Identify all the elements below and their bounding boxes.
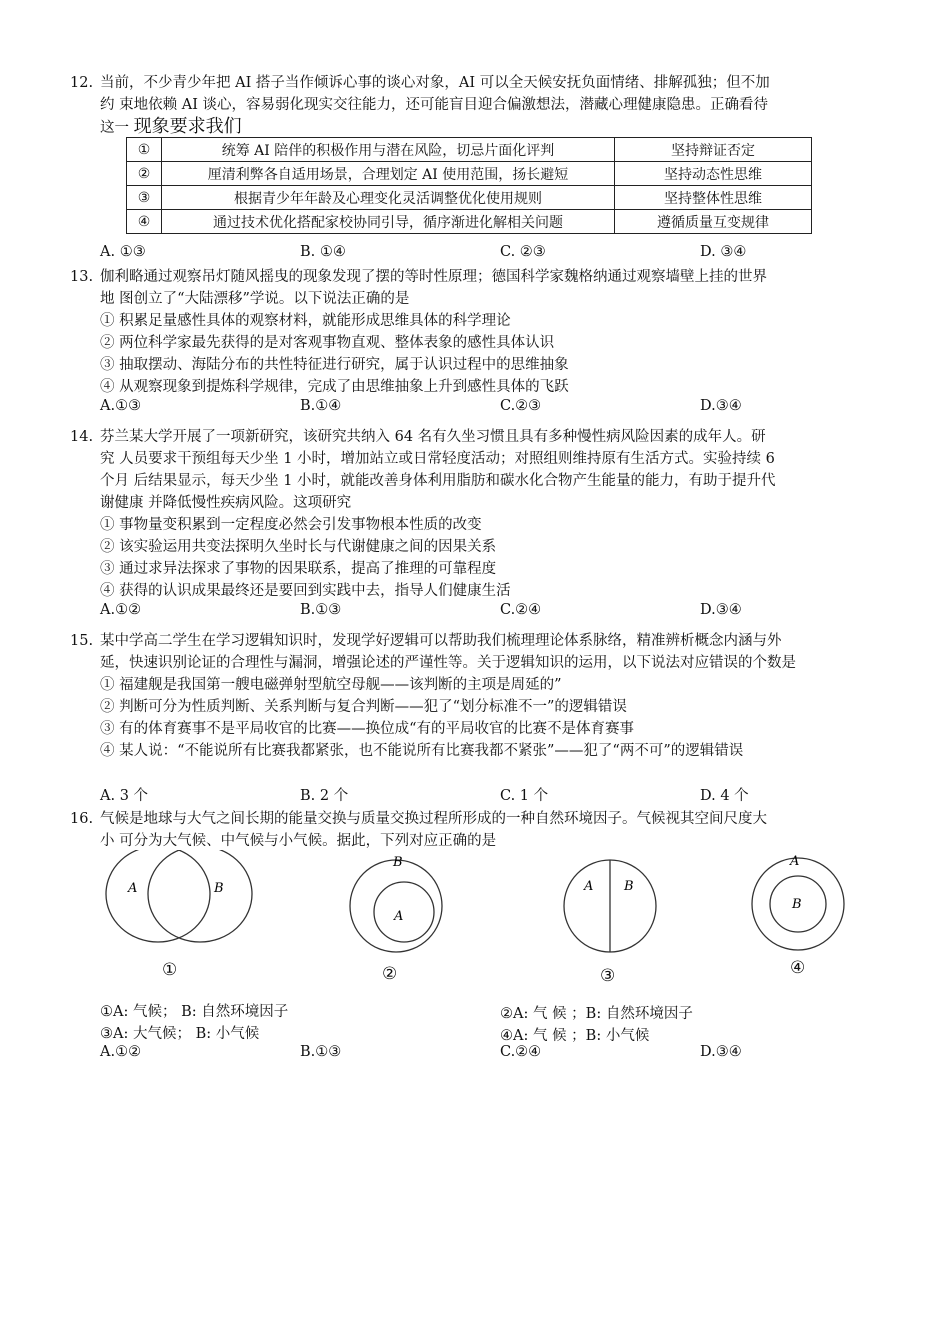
diagram-label: ③ bbox=[600, 966, 616, 986]
row-content: 厘清利弊各自适用场景，合理划定 AI 使用范围，扬长避短 bbox=[162, 162, 615, 186]
overlapping-circles-diagram bbox=[100, 850, 260, 950]
option-b[interactable]: B. 2 个 bbox=[300, 788, 349, 804]
label-a: A bbox=[584, 879, 594, 894]
pairing-item: ②A: 气 候 ；B: 自然环境因子 bbox=[500, 1006, 693, 1022]
statement-item: ④ 某人说：“不能说所有比赛我都紧张，也不能说所有比赛我都不紧张”——犯了“两不可”的逻辑错误 bbox=[100, 743, 744, 759]
question-number: 12. bbox=[70, 75, 94, 91]
pairing-item: ③A: 大气候； B: 小气候 bbox=[100, 1026, 260, 1042]
row-mark: ① bbox=[127, 138, 162, 162]
option-d[interactable]: D.③④ bbox=[700, 1044, 742, 1060]
question-stem-line: 气候是地球与大气之间长期的能量交换与质量交换过程所形成的一种自然环境因子。气候视其空间尺度大 bbox=[100, 811, 767, 827]
question-number: 14. bbox=[70, 429, 94, 445]
row-principle: 遵循质量互变规律 bbox=[615, 210, 812, 234]
statement-item: ④ 从观察现象到提炼科学规律，完成了由思维抽象上升到感性具体的飞跃 bbox=[100, 379, 569, 395]
question-stem-line: 地 图创立了“大陆漂移”学说。以下说法正确的是 bbox=[100, 291, 410, 307]
row-mark: ④ bbox=[127, 210, 162, 234]
question-stem-line: 现象要求我们 bbox=[133, 116, 242, 137]
option-c[interactable]: C.②③ bbox=[500, 398, 542, 414]
table-row bbox=[127, 162, 812, 186]
question-stem-line: 小 可分为大气候、中气候与小气候。据此，下列对应正确的是 bbox=[100, 833, 497, 849]
row-content: 通过技术优化搭配家校协同引导，循序渐进化解相关问题 bbox=[162, 210, 615, 234]
option-a[interactable]: A. ①③ bbox=[100, 244, 146, 260]
statement-item: ① 福建舰是我国第一艘电磁弹射型航空母舰——该判断的主项是周延的” bbox=[100, 677, 562, 693]
row-principle: 坚持动态性思维 bbox=[615, 162, 812, 186]
option-a[interactable]: A.①② bbox=[100, 1044, 142, 1060]
answer-options bbox=[100, 1044, 880, 1066]
statement-item: ③ 抽取摆动、海陆分布的共性特征进行研究，属于认识过程中的思维抽象 bbox=[100, 357, 569, 373]
question-stem-line: 这一 bbox=[100, 120, 134, 136]
venn-diagram-2 bbox=[348, 856, 448, 960]
question-stem-line: 谢健康 并降低慢性疾病风险。这项研究 bbox=[100, 495, 352, 511]
row-mark: ③ bbox=[127, 186, 162, 210]
statement-item: ③ 通过求异法探求了事物的因果联系，提高了推理的可靠程度 bbox=[100, 561, 497, 577]
question-stem-line: 究 人员要求干预组每天少坐 1 小时，增加站立或日常轻度活动；对照组则维持原有生活方式。实验持续 6 bbox=[100, 451, 775, 467]
pairing-item: ④A: 气 候 ；B: 小气候 bbox=[500, 1028, 650, 1044]
option-c[interactable]: C. ②③ bbox=[500, 244, 546, 260]
question-14 bbox=[70, 426, 880, 602]
question-stem-line: 伽利略通过观察吊灯随风摇曳的现象发现了摆的等时性原理；德国科学家魏格纳通过观察墙壁上挂的世界 bbox=[100, 269, 767, 285]
option-b[interactable]: B.①③ bbox=[300, 602, 342, 618]
question-number: 15. bbox=[70, 633, 94, 649]
option-d[interactable]: D.③④ bbox=[700, 602, 742, 618]
question-stem-line: 约 束地依赖 AI 谈心，容易弱化现实交往能力，还可能盲目迎合偏激想法，潜藏心理健康隐患。正确看待 bbox=[100, 97, 769, 113]
table-row bbox=[127, 138, 812, 162]
pairing-item: ①A: 气候； B: 自然环境因子 bbox=[100, 1004, 289, 1020]
question-13 bbox=[70, 266, 880, 398]
option-a[interactable]: A.①③ bbox=[100, 398, 142, 414]
label-b: B bbox=[393, 856, 403, 870]
label-b: B bbox=[792, 897, 802, 912]
question-stem-line: 芬兰某大学开展了一项新研究，该研究共纳入 64 名有久坐习惯且具有多种慢性病风险因素的成年人。研 bbox=[100, 429, 766, 445]
question-12 bbox=[70, 72, 880, 139]
label-b: B bbox=[214, 881, 224, 896]
option-c[interactable]: C.②④ bbox=[500, 1044, 542, 1060]
label-b: B bbox=[624, 879, 634, 894]
statement-item: ② 该实验运用共变法探明久坐时长与代谢健康之间的因果关系 bbox=[100, 539, 497, 555]
nested-circles-diagram bbox=[348, 856, 448, 956]
row-principle: 坚持整体性思维 bbox=[615, 186, 812, 210]
answer-options bbox=[100, 784, 880, 806]
option-c[interactable]: C.②④ bbox=[500, 602, 542, 618]
option-d[interactable]: D.③④ bbox=[700, 398, 742, 414]
table-row bbox=[127, 210, 812, 234]
diagram-label: ④ bbox=[790, 958, 806, 978]
diagram-label: ② bbox=[382, 964, 398, 984]
table-row bbox=[127, 186, 812, 210]
question-16 bbox=[70, 808, 880, 852]
statement-item: ④ 获得的认识成果最终还是要回到实践中去，指导人们健康生活 bbox=[100, 583, 511, 599]
label-a: A bbox=[790, 854, 800, 869]
row-principle: 坚持辩证否定 bbox=[615, 138, 812, 162]
nested-circles-diagram bbox=[750, 854, 850, 954]
option-a[interactable]: A. 3 个 bbox=[100, 788, 149, 804]
option-d[interactable]: D. 4 个 bbox=[700, 788, 749, 804]
statement-item: ③ 有的体育赛事不是平局收官的比赛——换位成“有的平局收官的比赛不是体育赛事 bbox=[100, 721, 635, 737]
divided-circle-diagram bbox=[560, 856, 660, 956]
question-number: 13. bbox=[70, 269, 94, 285]
question-stem-line: 某中学高二学生在学习逻辑知识时，发现学好逻辑可以帮助我们梳理理论体系脉络，精准辨析概念内涵与外 bbox=[100, 633, 782, 649]
label-a: A bbox=[128, 881, 138, 896]
question-number: 16. bbox=[70, 811, 94, 827]
venn-diagram-3 bbox=[560, 856, 660, 960]
statement-item: ② 判断可分为性质判断、关系判断与复合判断——犯了“划分标准不一”的逻辑错误 bbox=[100, 699, 627, 715]
diagram-label: ① bbox=[162, 960, 178, 980]
row-content: 根据青少年年龄及心理变化灵活调整优化使用规则 bbox=[162, 186, 615, 210]
option-b[interactable]: B. ①④ bbox=[300, 244, 346, 260]
principle-table bbox=[126, 137, 812, 234]
question-stem-line: 延，快速识别论证的合理性与漏洞，增强论述的严谨性等。关于逻辑知识的运用，以下说法对应错误的个数是 bbox=[100, 655, 796, 671]
option-d[interactable]: D. ③④ bbox=[700, 244, 747, 260]
label-a: A bbox=[394, 909, 404, 924]
option-b[interactable]: B.①④ bbox=[300, 398, 342, 414]
answer-options bbox=[100, 244, 880, 266]
row-content: 统筹 AI 陪伴的积极作用与潜在风险，切忌片面化评判 bbox=[162, 138, 615, 162]
question-stem-line: 当前，不少青少年把 AI 搭子当作倾诉心事的谈心对象，AI 可以全天候安抚负面情绪、排解孤独；但不加 bbox=[100, 75, 770, 91]
question-15 bbox=[70, 630, 880, 762]
row-mark: ② bbox=[127, 162, 162, 186]
option-b[interactable]: B.①③ bbox=[300, 1044, 342, 1060]
venn-diagram-1 bbox=[100, 850, 260, 954]
statement-item: ① 积累足量感性具体的观察材料，就能形成思维具体的科学理论 bbox=[100, 313, 511, 329]
option-c[interactable]: C. 1 个 bbox=[500, 788, 549, 804]
option-a[interactable]: A.①② bbox=[100, 602, 142, 618]
statement-item: ② 两位科学家最先获得的是对客观事物直观、整体表象的感性具体认识 bbox=[100, 335, 555, 351]
answer-options bbox=[100, 602, 880, 624]
venn-diagram-4 bbox=[750, 854, 850, 958]
answer-options bbox=[100, 398, 880, 420]
question-stem-line: 个月 后结果显示，每天少坐 1 小时，就能改善身体利用脂肪和碳水化合物产生能量的能力，有助于提升代 bbox=[100, 473, 776, 489]
statement-item: ① 事物量变积累到一定程度必然会引发事物根本性质的改变 bbox=[100, 517, 482, 533]
